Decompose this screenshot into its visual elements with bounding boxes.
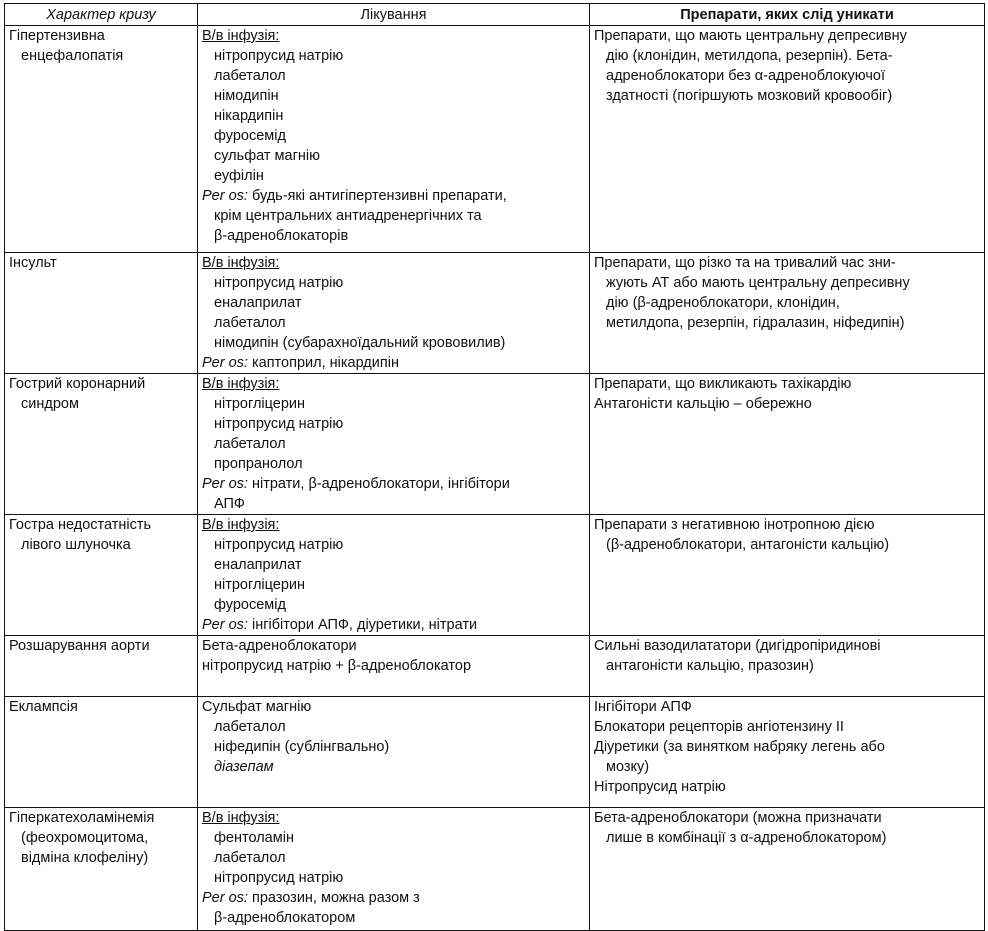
treatment-line: німодипін [214,88,279,104]
treatment-line: еналаприлат [214,557,302,573]
crisis-line: Гостра недостатність [9,517,152,533]
treatment-cell [198,253,590,374]
avoid-line: Блокатори рецепторів ангіотензину II [594,719,844,735]
treatment-line: В/в інфузія: [202,255,280,271]
avoid-line: Діуретики (за винятком набряку легень або [594,739,885,755]
avoid-line: Антагоністи кальцію – обережно [594,396,812,412]
treatment-cell [198,515,590,636]
treatment-line [202,615,585,635]
treatment-line: лабеталол [214,850,286,866]
treatment-line: фуросемід [214,597,286,613]
avoid-line: Препарати, що різко та на тривалий час зни- [594,255,896,271]
table-row [5,26,985,253]
avoid-cell [590,26,985,253]
avoid-line: Бета-адреноблокатори (можна призначати [594,810,882,826]
treatment-line: В/в інфузія: [202,517,280,533]
per-os-label: Per os: [202,617,248,633]
table-row [5,697,985,808]
crisis-cell [5,808,198,931]
treatment-line: β-адреноблокатором [214,910,356,926]
avoid-line: Інгібітори АПФ [594,699,692,715]
header-row [5,4,985,26]
per-os-text: будь-які антигіпертензивні препарати, [247,188,507,204]
avoid-line: Препарати з негативною інотропною дією [594,517,875,533]
avoid-line: Нітропрусид натрію [594,779,726,795]
avoid-cell [590,636,985,697]
header-crisis: Характер кризу [5,4,198,26]
table-row [5,253,985,374]
treatment-line: Сульфат магнію [202,699,312,715]
crisis-line: лівого шлуночка [21,537,131,553]
per-os-label: Per os: [202,476,248,492]
crisis-treatment-table [4,3,985,931]
treatment-line: нітрогліцерин [214,396,306,412]
table-row [5,636,985,697]
avoid-cell [590,253,985,374]
crisis-line: Розшарування аорти [9,638,150,654]
treatment-line: Бета-адреноблокатори [202,638,357,654]
crisis-line: енцефалопатія [21,48,124,64]
avoid-cell [590,515,985,636]
avoid-line: жують АТ або мають центральну депресивну [606,275,910,291]
treatment-line: нітропрусид натрію + β-адреноблокатор [202,658,472,674]
avoid-line: здатності (погіршують мозковий кровообіг) [606,88,893,104]
avoid-line: Препарати, що мають центральну депресивну [594,28,907,44]
avoid-line: дію (клонідин, метилдопа, резерпін). Бета- [606,48,893,64]
treatment-line: нікардипін [214,108,284,124]
crisis-line: Гіперкатехоламінемія [9,810,155,826]
treatment-line: В/в інфузія: [202,810,280,826]
crisis-line: Гіпертензивна [9,28,105,44]
treatment-line: β-адреноблокаторів [214,228,349,244]
treatment-line: сульфат магнію [214,148,320,164]
treatment-line: лабеталол [214,436,286,452]
treatment-line: пропранолол [214,456,303,472]
treatment-line: лабеталол [214,68,286,84]
crisis-cell [5,515,198,636]
treatment-line [202,186,585,206]
avoid-cell [590,697,985,808]
per-os-label: Per os: [202,355,248,371]
per-os-text: інгібітори АПФ, діуретики, нітрати [247,617,478,633]
treatment-line: АПФ [214,496,245,512]
crisis-line: синдром [21,396,79,412]
avoid-line: антагоністи кальцію, празозин) [606,658,814,674]
treatment-cell [198,636,590,697]
crisis-cell [5,374,198,515]
per-os-text: каптоприл, нікардипін [247,355,399,371]
treatment-line: лабеталол [214,315,286,331]
treatment-line: німодипін (субарахноїдальний крововилив) [214,335,506,351]
crisis-line: (феохромоцитома, [21,830,149,846]
avoid-line: мозку) [606,759,650,775]
avoid-line: Препарати, що викликають тахікардію [594,376,852,392]
crisis-cell [5,253,198,374]
avoid-line: лише в комбінації з α-адреноблокатором) [606,830,887,846]
per-os-label: Per os: [202,188,248,204]
avoid-line: адреноблокатори без α-адреноблокуючої [606,68,886,84]
avoid-line: Сильні вазодилататори (дигідропіридинові [594,638,881,654]
treatment-line: фентоламін [214,830,294,846]
treatment-line [202,888,585,908]
treatment-cell [198,808,590,931]
crisis-line: Гострий коронарний [9,376,146,392]
table-row [5,808,985,931]
treatment-line: нітропрусид натрію [214,48,344,64]
treatment-line: нітропрусид натрію [214,870,344,886]
avoid-cell [590,808,985,931]
table-row [5,374,985,515]
treatment-line [202,353,585,373]
avoid-line: (β-адреноблокатори, антагоністи кальцію) [606,537,890,553]
crisis-line: Еклампсія [9,699,78,715]
treatment-line [202,474,585,494]
treatment-line: В/в інфузія: [202,28,280,44]
treatment-cell [198,374,590,515]
treatment-line: ніфедипін (сублінгвально) [214,739,390,755]
treatment-line: В/в інфузія: [202,376,280,392]
treatment-line: діазепам [214,759,274,775]
crisis-cell [5,636,198,697]
treatment-line: фуросемід [214,128,286,144]
header-avoid: Препарати, яких слід уникати [590,4,985,26]
table-row [5,515,985,636]
treatment-line: нітропрусид натрію [214,537,344,553]
crisis-line: відміна клофеліну) [21,850,149,866]
treatment-line: лабеталол [214,719,286,735]
per-os-label: Per os: [202,890,248,906]
treatment-line: нітрогліцерин [214,577,306,593]
crisis-line: Інсульт [9,255,57,271]
avoid-cell [590,374,985,515]
treatment-line: крім центральних антиадренергічних та [214,208,482,224]
treatment-line: еналаприлат [214,295,302,311]
header-treatment: Лікування [198,4,590,26]
treatment-line: нітропрусид натрію [214,416,344,432]
crisis-cell [5,26,198,253]
treatment-cell [198,697,590,808]
avoid-line: дію (β-адреноблокатори, клонідин, [606,295,840,311]
per-os-text: нітрати, β-адреноблокатори, інгібітори [247,476,510,492]
per-os-text: празозин, можна разом з [247,890,420,906]
treatment-cell [198,26,590,253]
avoid-line: метилдопа, резерпін, гідралазин, ніфедипін) [606,315,905,331]
crisis-cell [5,697,198,808]
treatment-line: еуфілін [214,168,264,184]
treatment-line: нітропрусид натрію [214,275,344,291]
